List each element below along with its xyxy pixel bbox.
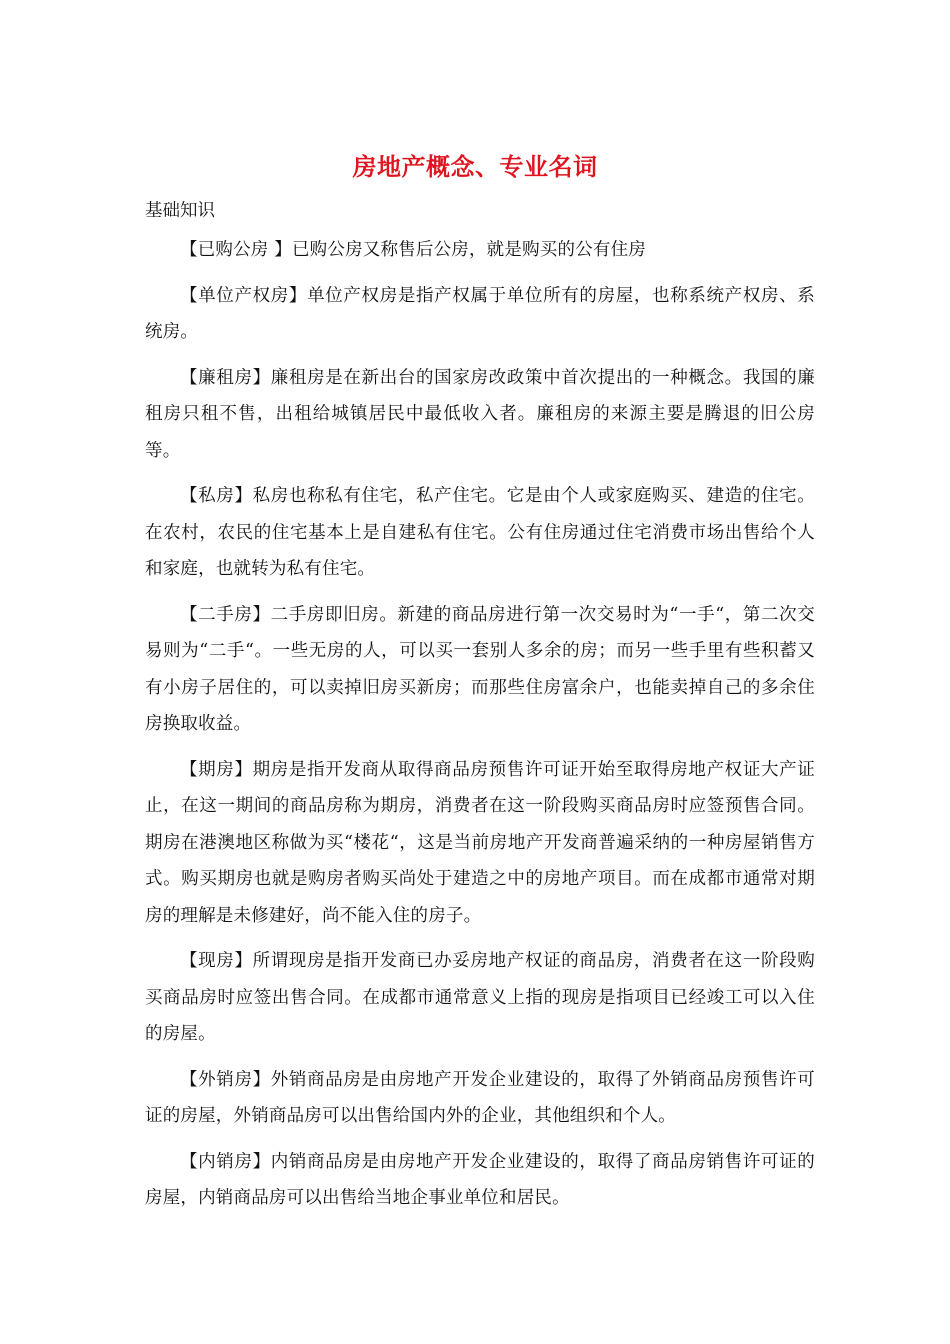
- entry-xianfang: [145, 943, 815, 1053]
- document-title: 房地产概念、专业名词: [352, 153, 598, 181]
- entry-text: 期房是指开发商从取得商品房预售许可证开始至取得房地产权证大产证止，在这一期间的商品房称为期房，消费者在这一阶段购买商品房时应签预售合同。期房在港澳地区称做为买“楼花“，这是当前房地产开发商普遍采纳的一种房屋销售方式。购买期房也就是购房者购买尚处于建造之中的房地产项目。而在成都市通常对期房的理解是未修建好，尚不能入住的房子。: [145, 759, 815, 926]
- entry-term: 【私房】: [180, 486, 253, 506]
- entry-qifang: [145, 752, 815, 935]
- entry-text: 二手房即旧房。新建的商品房进行第一次交易时为“一手“，第二次交易则为“二手“。一些无房的人，可以买一套别人多余的房；而另一些手里有些积蓄又有小房子居住的，可以卖掉旧房买新房；而那些住房富余户，也能卖掉自己的多余住房换取收益。: [145, 604, 816, 734]
- entry-text: 单位产权房是指产权属于单位所有的房屋，也称系统产权房、系统房。: [145, 285, 815, 342]
- entry-waixiaofang: [145, 1062, 815, 1135]
- entry-text: 所谓现房是指开发商已办妥房地产权证的商品房，消费者在这一阶段购买商品房时应签出售合同。在成都市通常意义上指的现房是指项目已经竣工可以入住的房屋。: [145, 951, 815, 1044]
- entry-term: 【期房】: [180, 759, 253, 780]
- entry-danwei-chanquanfang: [145, 278, 815, 351]
- entry-term: 【廉租房】: [180, 367, 271, 388]
- entry-text: 私房也称私有住宅，私产住宅。它是由个人或家庭购买、建造的住宅。在农村，农民的住宅基本上是自建私有住宅。公有住房通过住宅消费市场出售给个人和家庭，也就转为私有住宅。: [145, 486, 815, 579]
- entry-ershoufang: [145, 597, 815, 743]
- entry-text: 廉租房是在新出台的国家房改政策中首次提出的一种概念。我国的廉租房只租不售，出租给城镇居民中最低收入者。廉租房的来源主要是腾退的旧公房等。: [145, 367, 815, 461]
- entry-term: 【内销房】: [180, 1151, 271, 1172]
- entry-term: 【单位产权房】: [180, 285, 308, 306]
- entry-text: 内销商品房是由房地产开发企业建设的，取得了商品房销售许可证的房屋，内销商品房可以出售给当地企事业单位和居民。: [145, 1151, 815, 1208]
- entry-text: 已购公房又称售后公房，就是购买的公有住房: [291, 240, 646, 260]
- entry-term: 【现房】: [180, 951, 253, 971]
- entry-term: 【二手房】: [180, 604, 271, 625]
- entry-term: 【外销房】: [180, 1069, 271, 1090]
- entry-term: 【已购公房 】: [180, 240, 292, 260]
- entry-yigou-gongfang: [145, 232, 815, 269]
- entry-text: 外销商品房是由房地产开发企业建设的，取得了外销商品房预售许可证的房屋，外销商品房可以出售给国内外的企业，其他组织和个人。: [145, 1069, 815, 1126]
- entry-lianzufang: [145, 360, 815, 470]
- entries-list: [145, 232, 815, 1226]
- entry-sifang: [145, 478, 815, 588]
- section-heading: 基础知识: [145, 201, 215, 221]
- entry-neixiaofang: [145, 1144, 815, 1217]
